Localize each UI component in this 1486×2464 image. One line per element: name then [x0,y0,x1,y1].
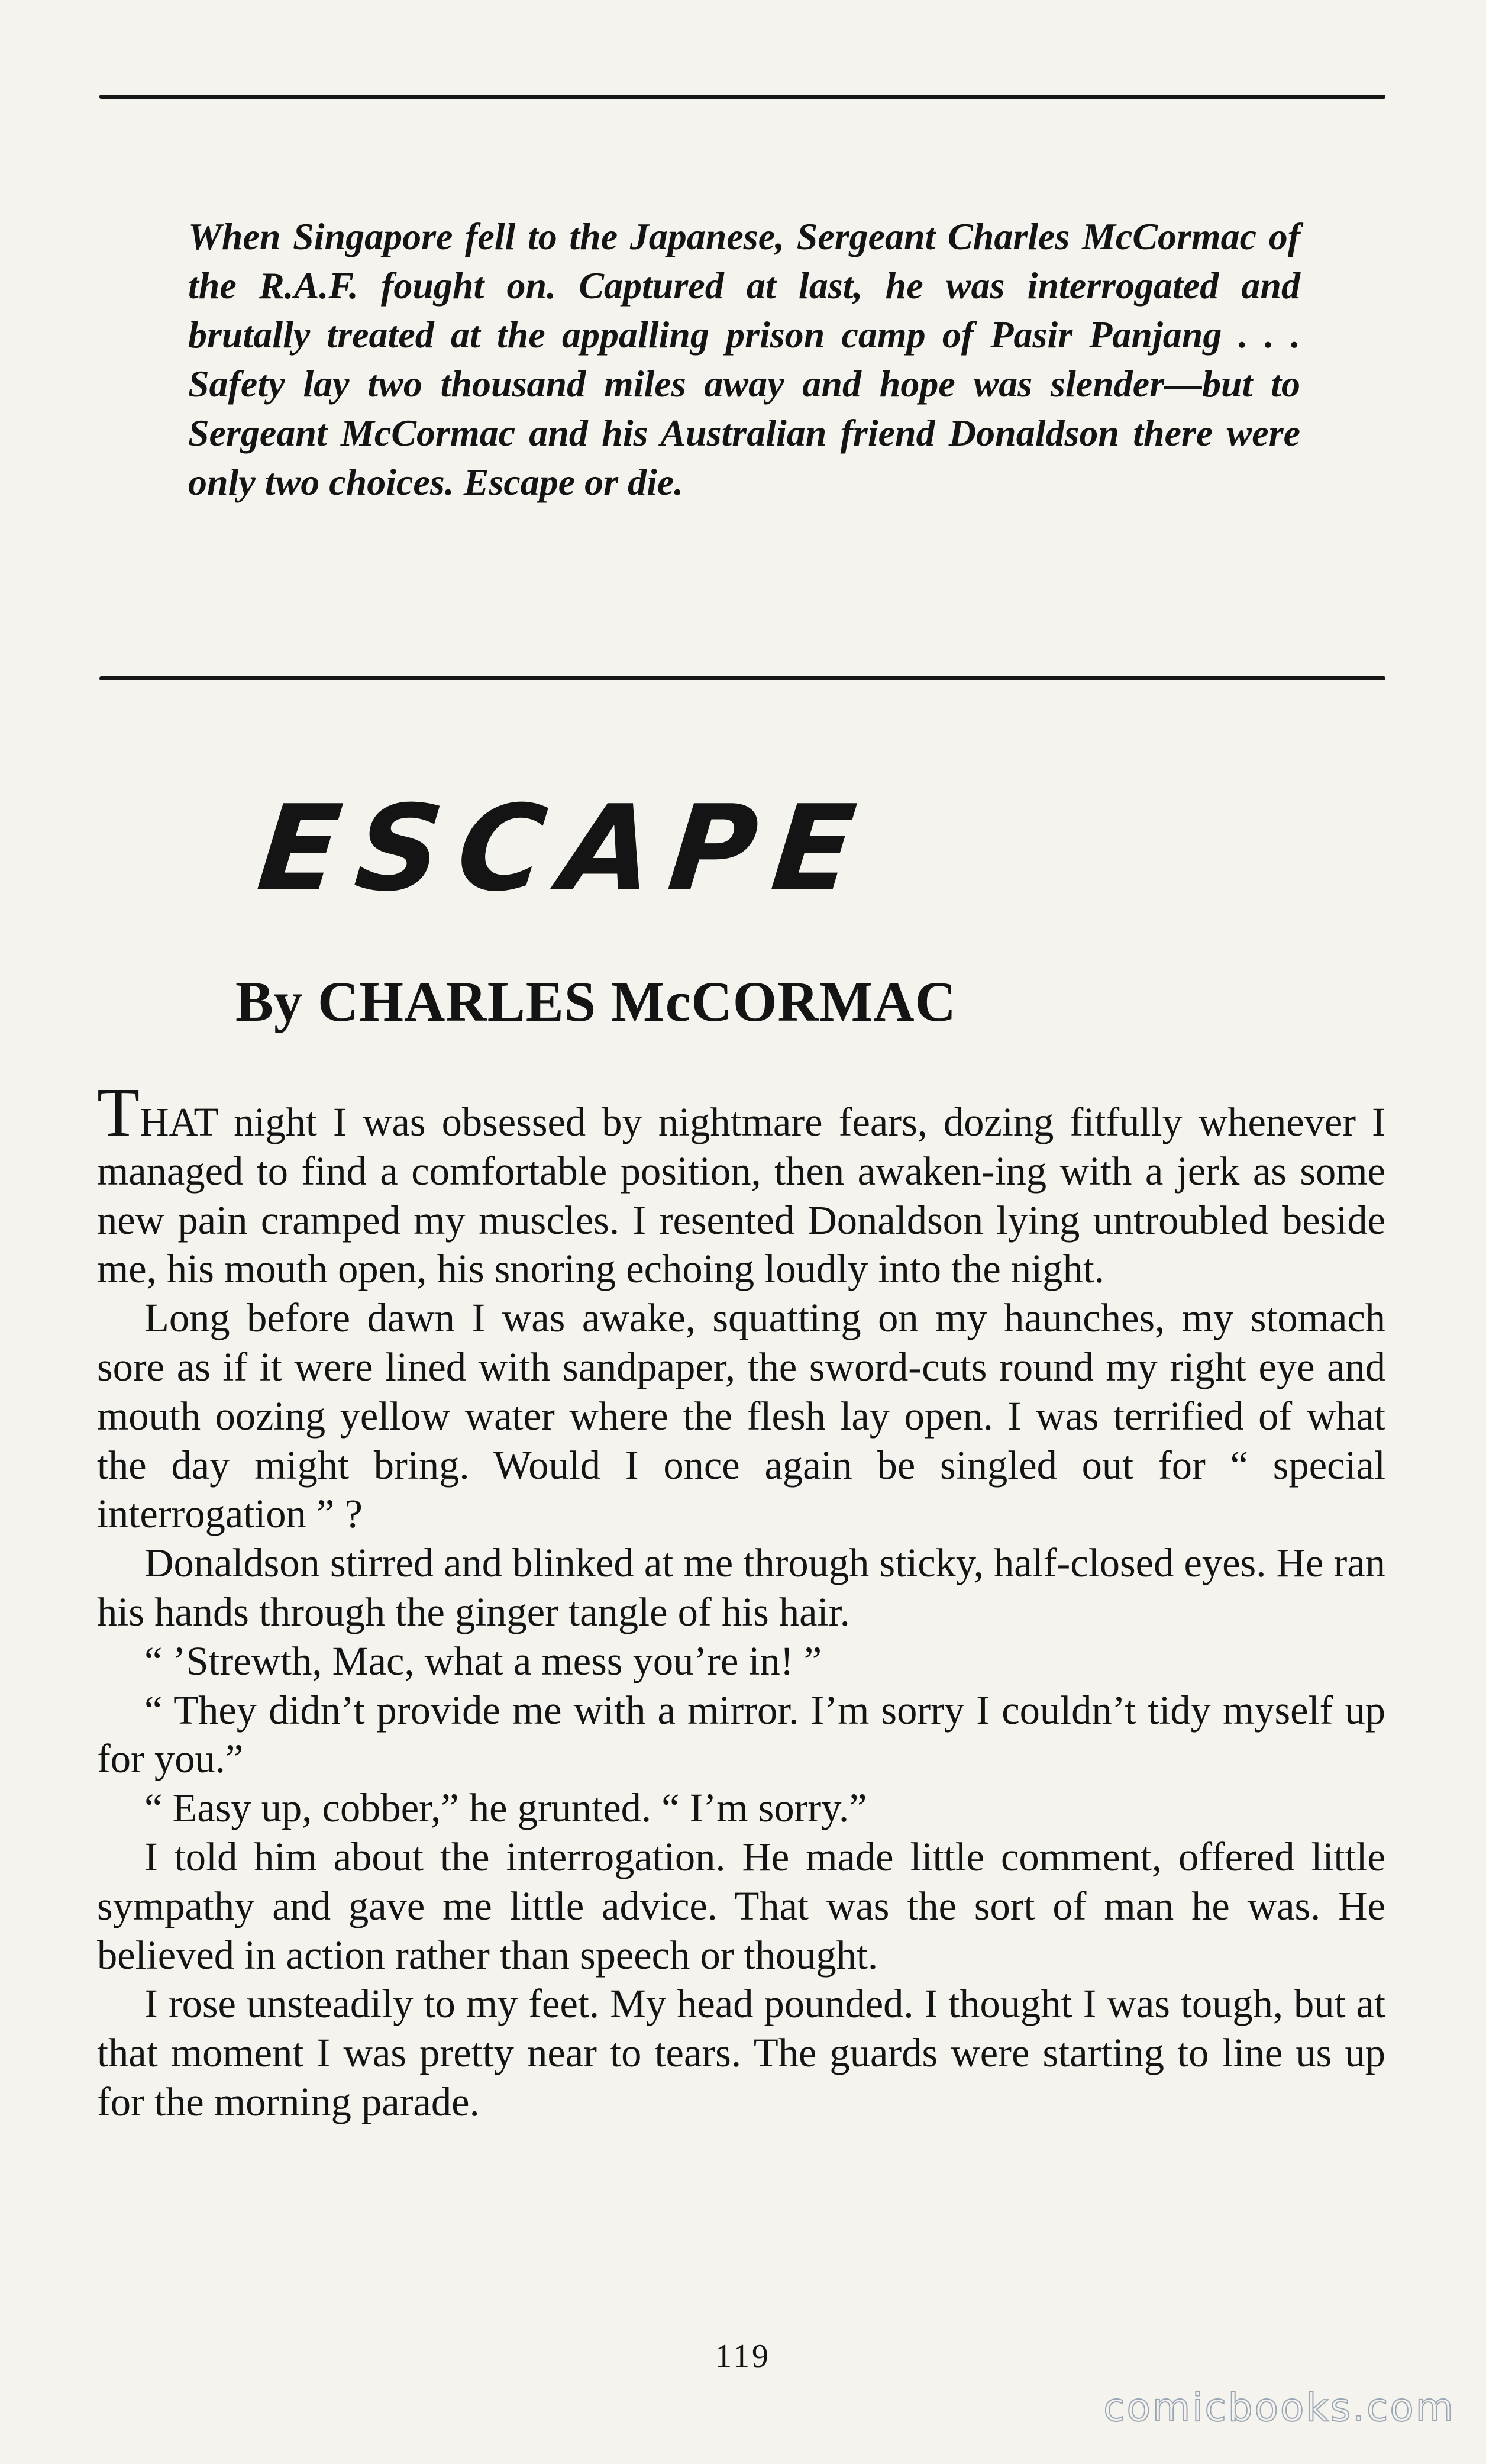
page-number: 119 [715,2338,771,2375]
section-rule [99,676,1385,680]
drop-cap: T [97,1073,140,1151]
paragraph: Long before dawn I was awake, squatting on my haunches, my stomach sore as if it were lined with sandpaper, the sword-cuts round my right eye and mouth oozing yellow water where the flesh lay open. I was terrified of what the day might bring. Would I once again be singled out for “ special interrogation ” ? [97,1295,1385,1537]
intro-blurb [188,212,1300,507]
paragraph: Donaldson stirred and blinked at me through sticky, half-closed eyes. He ran his hands through the ginger tangle of his hair. [97,1540,1385,1634]
byline: By CHARLES McCORMAC [235,970,957,1033]
watermark: comicbooks.com [1103,2385,1455,2430]
paragraph: I rose unsteadily to my feet. My head pounded. I thought I was tough, but at that moment I was pretty near to tears. The guards were starting to line us up for the morning parade. [97,1981,1385,2124]
story-body [97,1073,1385,2127]
paragraph: “ ’Strewth, Mac, what a mess you’re in! ” [144,1638,822,1683]
paragraph-text: HAT night I was obsessed by nightmare fears, dozing fitfully whenever I managed to find a comfortable position, then awaken-ing with a jerk as some new pain cramped my muscles. I resented Donaldson lying untroubled beside me, his mouth open, his snoring echoing loudly into the night. [97,1099,1385,1292]
story-title: ESCAPE [251,780,878,918]
paragraph: “ Easy up, cobber,” he grunted. “ I’m sorry.” [144,1785,867,1831]
paragraph [97,1073,1385,1294]
intro-text: When Singapore fell to the Japanese, Sergeant Charles McCormac of the R.A.F. fought on. Captured at last, he was interrogated and brutally treated at the appalling prison camp of Pasir Panjang . . . Safety lay two thousand miles away and hope was slender—but to Sergeant McCormac and his Australian friend Donaldson there were only two choices. Escape or die. [188,215,1300,503]
paragraph: I told him about the interrogation. He made little comment, offered little sympathy and gave me little advice. That was the sort of man he was. He believed in action rather than speech or thought. [97,1834,1385,1978]
paragraph: “ They didn’t provide me with a mirror. I’m sorry I couldn’t tidy myself up for you.” [97,1687,1385,1782]
top-rule [99,95,1385,99]
